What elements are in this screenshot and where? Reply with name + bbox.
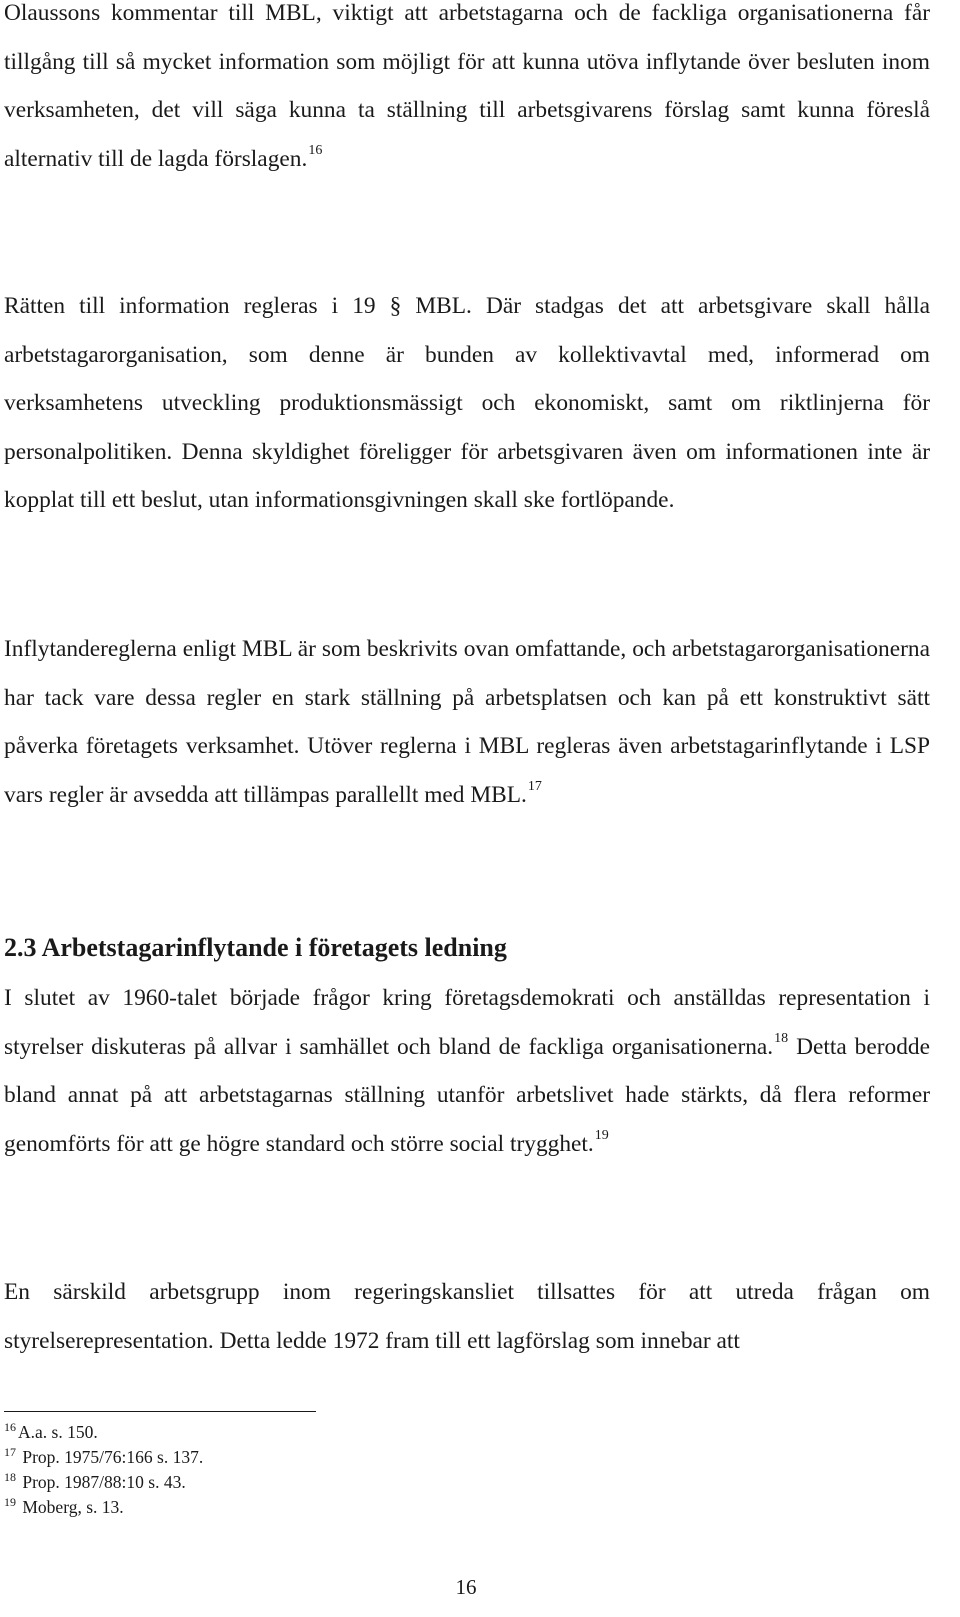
body-paragraph-3 (4, 625, 930, 819)
footnote-item (4, 1495, 203, 1520)
footnote-reference[interactable]: 16 (308, 142, 323, 158)
footnote-separator (4, 1411, 316, 1412)
section-heading: 2.3 Arbetstagarinflytande i företagets ledning (4, 933, 507, 962)
footnote-item (4, 1420, 203, 1445)
footnotes-list (4, 1420, 203, 1520)
footnote-number: 19 (4, 1494, 16, 1509)
paragraph-text: Olaussons kommentar till MBL, viktigt att arbetstagarna och de fackliga organisationerna får tillgång till så mycket information som möjligt för att kunna utöva inflytande över besluten inom verksamheten, det vill säga kunna ta ställning till arbetsgivarens förslag samt kunna föreslå alternativ till de lagda förslagen. (4, 0, 930, 172)
paragraph-text: Inflytandereglerna enligt MBL är som beskrivits ovan omfattande, och arbetstagarorganisationerna har tack vare dessa regler en stark ställning på arbetsplatsen och kan på ett konstruktivt sätt påverka företagets verksamhet. Utöver reglerna i MBL regleras även arbetstagarinflytande i LSP vars regler är avsedda att tillämpas parallellt med MBL. (4, 636, 930, 808)
footnote-item (4, 1470, 203, 1495)
body-paragraph-1 (4, 0, 930, 183)
footnote-text: A.a. s. 150. (18, 1422, 98, 1442)
page-number: 16 (455, 1575, 477, 1599)
body-paragraph-5 (4, 1268, 930, 1365)
footnote-number: 16 (4, 1419, 16, 1434)
footnote-reference[interactable]: 19 (594, 1127, 609, 1143)
footnote-reference[interactable]: 18 (774, 1030, 789, 1046)
paragraph-text: Rätten till information regleras i 19 § MBL. Där stadgas det att arbetsgivare skall hålla arbetstagarorganisation, som denne är bunden av kollektivavtal med, informerad om verksamhetens utveckling produktionsmässigt och ekonomiskt, samt om riktlinjerna för personalpolitiken. Denna skyldighet föreligger för arbetsgivaren även om informationen inte är kopplat till ett beslut, utan informationsgivningen skall ske fortlöpande. (4, 293, 930, 514)
footnote-text: Prop. 1987/88:10 s. 43. (18, 1472, 186, 1492)
footnote-reference[interactable]: 17 (527, 778, 542, 794)
body-paragraph-4 (4, 974, 930, 1168)
paragraph-text: En särskild arbetsgrupp inom regeringskansliet tillsattes för att utreda frågan om styrelserepresentation. Detta ledde 1972 fram till ett lagförslag som innebar att (4, 1279, 930, 1354)
paragraph-text: Detta berodde bland annat på att arbetstagarnas ställning utanför arbetslivet hade stärkts, då flera reformer genomförts för att ge högre standard och större social trygghet. (4, 1033, 930, 1157)
footnote-text: Prop. 1975/76:166 s. 137. (18, 1447, 204, 1467)
footnote-text: Moberg, s. 13. (18, 1497, 124, 1517)
footnote-item (4, 1445, 203, 1470)
body-paragraph-2 (4, 282, 930, 525)
footnote-number: 18 (4, 1469, 16, 1484)
paragraph-text: I slutet av 1960-talet började frågor kring företagsdemokrati och anställdas representation i styrelser diskuteras på allvar i samhället och bland de fackliga organisationerna. (4, 985, 930, 1060)
footnote-number: 17 (4, 1444, 16, 1459)
